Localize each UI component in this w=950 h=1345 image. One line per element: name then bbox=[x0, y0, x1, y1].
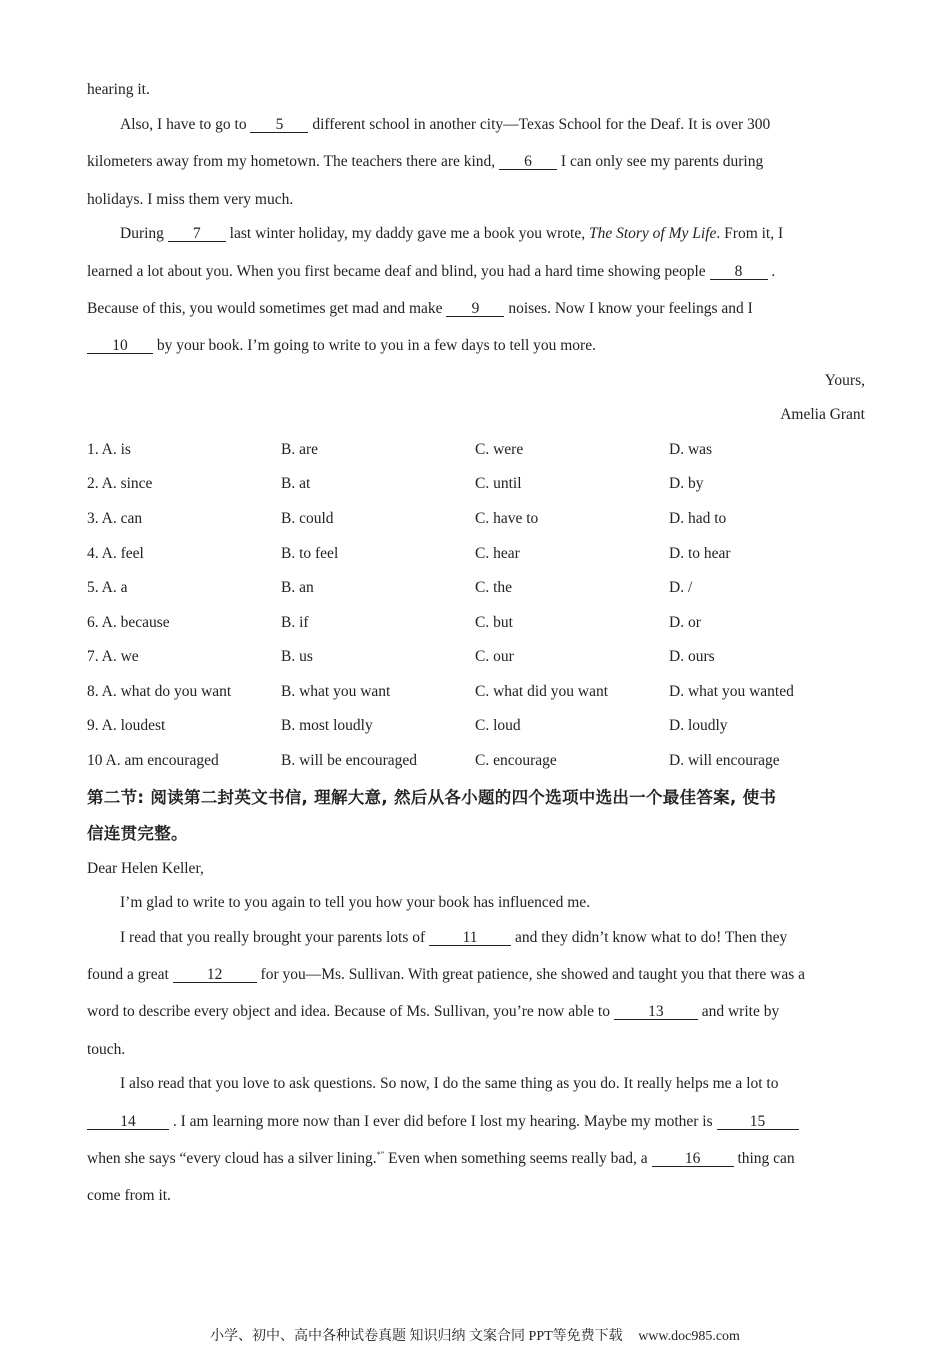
section-heading-line: 信连贯完整。 bbox=[87, 824, 188, 843]
text: learned a lot about you. When you first became deaf and blind, you had a hard time showing people bbox=[87, 263, 710, 280]
letter2-line bbox=[87, 1113, 799, 1131]
page-footer bbox=[0, 1325, 950, 1345]
blank-9[interactable]: 9 bbox=[446, 301, 504, 317]
blank-8[interactable]: 8 bbox=[710, 264, 768, 280]
option-row bbox=[87, 648, 865, 668]
option-b[interactable]: B. if bbox=[281, 614, 309, 631]
option-d[interactable]: D. / bbox=[669, 579, 693, 596]
option-c[interactable]: C. until bbox=[475, 475, 522, 492]
option-c[interactable]: C. the bbox=[475, 579, 513, 596]
text: found a great bbox=[87, 966, 173, 983]
option-c[interactable]: C. but bbox=[475, 614, 513, 631]
letter2-line bbox=[87, 1150, 795, 1168]
blank-5[interactable]: 5 bbox=[250, 117, 308, 133]
option-b[interactable]: B. an bbox=[281, 579, 314, 596]
book-title: The Story of My Life bbox=[588, 225, 717, 242]
letter1-line bbox=[87, 81, 150, 99]
letter1-line bbox=[87, 263, 775, 281]
text: . From it, I bbox=[716, 225, 784, 242]
text: touch. bbox=[87, 1041, 126, 1058]
option-d[interactable]: D. ours bbox=[669, 648, 715, 665]
option-b[interactable]: B. could bbox=[281, 510, 334, 527]
text: kilometers away from my hometown. The teachers there are kind, bbox=[87, 153, 500, 170]
option-a[interactable]: 2. A. since bbox=[87, 475, 153, 492]
text: word to describe every object and idea. Because of Ms. Sullivan, you’re now able to bbox=[87, 1003, 614, 1020]
option-a[interactable]: 3. A. can bbox=[87, 510, 143, 527]
letter1-line bbox=[87, 300, 753, 318]
text: and write by bbox=[697, 1003, 780, 1020]
option-d[interactable]: D. had to bbox=[669, 510, 727, 527]
letter1-line bbox=[87, 337, 596, 355]
text: Because of this, you would sometimes get mad and make bbox=[87, 300, 447, 317]
option-b[interactable]: B. are bbox=[281, 441, 319, 458]
option-c[interactable]: C. were bbox=[475, 441, 524, 458]
option-b[interactable]: B. will be encouraged bbox=[281, 752, 418, 769]
option-b[interactable]: B. to feel bbox=[281, 545, 339, 562]
section-heading bbox=[87, 780, 865, 852]
letter2-line bbox=[87, 966, 805, 984]
option-d[interactable]: D. to hear bbox=[669, 545, 731, 562]
option-d[interactable]: D. will encourage bbox=[669, 752, 780, 769]
blank-11[interactable]: 11 bbox=[429, 930, 511, 946]
text: come from it. bbox=[87, 1187, 171, 1204]
option-a[interactable]: 4. A. feel bbox=[87, 545, 144, 562]
text: . bbox=[767, 263, 776, 280]
letter2-line bbox=[87, 1003, 779, 1021]
option-d[interactable]: D. loudly bbox=[669, 717, 728, 734]
text: holidays. I miss them very much. bbox=[87, 191, 294, 208]
footnote-mark: *” bbox=[376, 1150, 385, 1159]
option-a[interactable]: 8. A. what do you want bbox=[87, 683, 232, 700]
text: Also, I have to go to bbox=[120, 116, 251, 133]
option-c[interactable]: C. have to bbox=[475, 510, 539, 527]
text: noises. Now I know your feelings and I bbox=[504, 300, 753, 317]
option-row bbox=[87, 510, 865, 530]
letter2-line bbox=[87, 929, 787, 947]
option-row bbox=[87, 752, 865, 772]
blank-16[interactable]: 16 bbox=[652, 1151, 734, 1167]
text: I read that you really brought your parents lots of bbox=[120, 929, 430, 946]
text: different school in another city—Texas School for the Deaf. It is over 300 bbox=[308, 116, 771, 133]
blank-15[interactable]: 15 bbox=[717, 1114, 799, 1130]
option-a[interactable]: 5. A. a bbox=[87, 579, 128, 596]
option-c[interactable]: C. encourage bbox=[475, 752, 557, 769]
text: I also read that you love to ask questions. So now, I do the same thing as you do. It really helps me a lot to bbox=[120, 1075, 779, 1092]
option-row bbox=[87, 683, 865, 703]
footer-text: 小学、初中、高中各种试卷真题 知识归纳 文案合同 PPT等免费下载 bbox=[210, 1329, 623, 1344]
text: thing can bbox=[733, 1150, 795, 1168]
option-c[interactable]: C. what did you want bbox=[475, 683, 609, 700]
letter1-line bbox=[87, 153, 763, 171]
option-a[interactable]: 10 A. am encouraged bbox=[87, 752, 219, 769]
letter-signature: Amelia Grant bbox=[780, 406, 865, 423]
letter2-salutation: Dear Helen Keller, bbox=[87, 860, 204, 877]
letter2-line bbox=[87, 894, 590, 912]
option-row bbox=[87, 717, 865, 737]
option-c[interactable]: C. hear bbox=[475, 545, 520, 562]
option-row bbox=[87, 545, 865, 565]
option-c[interactable]: C. loud bbox=[475, 717, 521, 734]
letter2-line bbox=[87, 1075, 779, 1093]
option-d[interactable]: D. by bbox=[669, 475, 704, 492]
blank-12[interactable]: 12 bbox=[173, 967, 257, 983]
option-row bbox=[87, 441, 865, 461]
option-d[interactable]: D. or bbox=[669, 614, 701, 631]
blank-14[interactable]: 14 bbox=[87, 1114, 169, 1130]
option-d[interactable]: D. was bbox=[669, 441, 713, 458]
option-row bbox=[87, 579, 865, 599]
option-b[interactable]: B. us bbox=[281, 648, 313, 665]
text: I can only see my parents during bbox=[557, 153, 764, 170]
option-c[interactable]: C. our bbox=[475, 648, 514, 665]
option-row bbox=[87, 614, 865, 634]
text: . I am learning more now than I ever did before I lost my hearing. Maybe my mother is bbox=[169, 1113, 717, 1130]
text: I’m glad to write to you again to tell you how your book has influenced me. bbox=[120, 894, 591, 911]
blank-6[interactable]: 6 bbox=[499, 154, 557, 170]
text: when she says “every cloud has a silver lining. bbox=[87, 1150, 377, 1168]
option-b[interactable]: B. most loudly bbox=[281, 717, 373, 734]
text: During bbox=[120, 225, 168, 242]
option-b[interactable]: B. what you want bbox=[281, 683, 391, 700]
text: hearing it. bbox=[87, 81, 150, 98]
option-a[interactable]: 1. A. is bbox=[87, 441, 131, 458]
option-row bbox=[87, 475, 865, 495]
section-heading-line: 第二节: 阅读第二封英文书信, 理解大意, 然后从各小题的四个选项中选出一个最佳答案, 使书 bbox=[87, 788, 777, 807]
blank-10[interactable]: 10 bbox=[87, 338, 153, 354]
text: by your book. I’m going to write to you in a few days to tell you more. bbox=[153, 337, 596, 354]
option-b[interactable]: B. at bbox=[281, 475, 311, 492]
letter1-line bbox=[87, 116, 770, 134]
text: last winter holiday, my daddy gave me a book you wrote, bbox=[225, 225, 589, 242]
option-d[interactable]: D. what you wanted bbox=[669, 683, 794, 700]
option-a[interactable]: 6. A. because bbox=[87, 614, 170, 631]
letter-closing: Yours, bbox=[824, 372, 865, 389]
letter2-line bbox=[87, 1041, 125, 1059]
text: and they didn’t know what to do! Then they bbox=[511, 929, 788, 946]
option-a[interactable]: 9. A. loudest bbox=[87, 717, 166, 734]
letter1-line bbox=[87, 225, 783, 243]
text: Even when something seems really bad, a bbox=[384, 1150, 652, 1168]
letter2-line bbox=[87, 1187, 171, 1205]
blank-7[interactable]: 7 bbox=[168, 226, 226, 242]
blank-13[interactable]: 13 bbox=[614, 1004, 698, 1020]
footer-link[interactable]: www.doc985.com bbox=[638, 1329, 740, 1344]
option-a[interactable]: 7. A. we bbox=[87, 648, 139, 665]
text: for you—Ms. Sullivan. With great patience, she showed and taught you that there was a bbox=[256, 966, 806, 983]
letter1-line bbox=[87, 191, 293, 209]
